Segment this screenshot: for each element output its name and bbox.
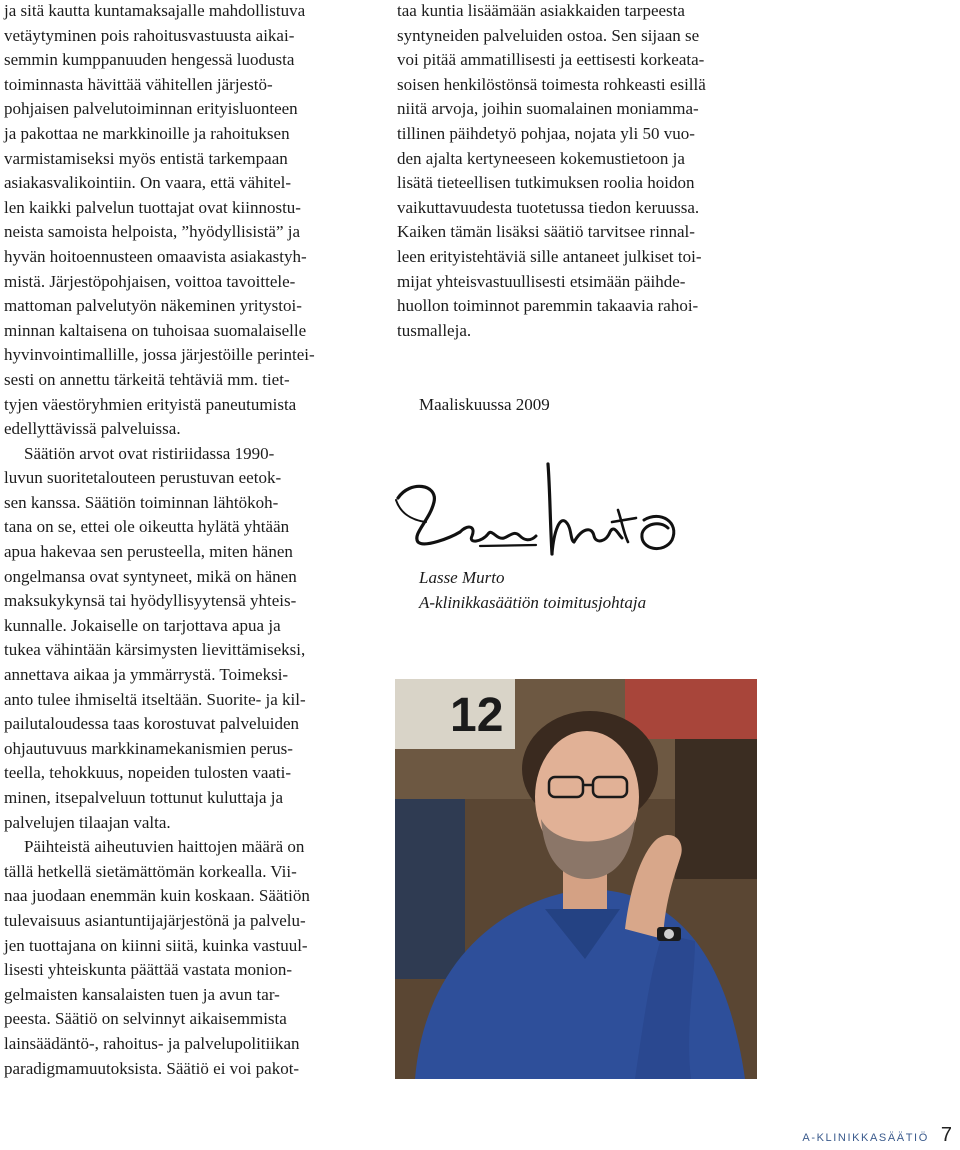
body-line: peesta. Säätiö on selvinnyt aikaisemmista bbox=[4, 1009, 287, 1029]
body-line: neista samoista helpoista, ”hyödyllisistä” ja bbox=[4, 222, 301, 242]
body-line: gelmaisten kansalaisten tuen ja avun tar- bbox=[4, 984, 280, 1004]
body-line: tusmalleja. bbox=[397, 320, 472, 340]
body-line: pohjaisen palvelutoiminnan erityisluonteen bbox=[4, 99, 298, 119]
body-line: minen, itsepalveluun tottunut kuluttaja ja bbox=[4, 788, 284, 807]
handwritten-signature bbox=[360, 450, 690, 570]
body-line: ohjautuvuus markkinamekanismien perus- bbox=[4, 738, 293, 758]
body-line: soisen henkilöstönsä toimesta rohkeasti esillä bbox=[397, 74, 706, 94]
body-line: tulevaisuus asiantuntijajärjestönä ja palvelu- bbox=[4, 910, 306, 930]
body-line: Kaiken tämän lisäksi säätiö tarvitsee rinnal- bbox=[397, 222, 695, 242]
body-line: toiminnasta hävittää vähitellen järjestö- bbox=[4, 74, 273, 94]
body-line: taa kuntia lisäämään asiakkaiden tarpeesta bbox=[397, 1, 685, 20]
right-text-column bbox=[397, 0, 759, 343]
body-line: annettava aikaa ja ymmärrystä. Toimeksi- bbox=[4, 665, 289, 685]
portrait-photo bbox=[395, 679, 757, 1079]
body-line: naa juodaan enemmän kuin koskaan. Säätiön bbox=[4, 886, 310, 906]
body-line: sen kanssa. Säätiön toiminnan lähtökoh- bbox=[4, 492, 279, 512]
body-line: luvun suoritetalouteen perustuvan eetok- bbox=[4, 468, 282, 488]
body-line: voi pitää ammatillisesti ja eettisesti korkeata- bbox=[397, 50, 705, 70]
body-line: leen erityistehtäviä sille antaneet julkiset toi- bbox=[397, 246, 702, 266]
page-footer bbox=[802, 1124, 952, 1147]
body-line: palvelujen tilaajan valta. bbox=[4, 812, 171, 832]
body-line: anto tulee ihmiseltä itseltään. Suorite- ja kil- bbox=[4, 689, 306, 709]
body-line: ja pakottaa ne markkinoille ja rahoituksen bbox=[4, 123, 290, 143]
poster-number: 12 bbox=[450, 689, 504, 742]
body-line: mijat yhteisvastuullisesti etsimään päihde- bbox=[397, 271, 686, 291]
body-line: teella, tehokkuus, nopeiden tulosten vaati- bbox=[4, 763, 292, 783]
paragraph-start-line: Säätiön arvot ovat ristiriidassa 1990- bbox=[24, 443, 275, 463]
body-line: semmin kumppanuuden hengessä luodusta bbox=[4, 50, 295, 70]
body-line: tällä hetkellä sietämättömän korkealla. Vii- bbox=[4, 861, 297, 881]
portrait-illustration bbox=[395, 679, 757, 1079]
body-line: syntyneiden palveluiden ostoa. Sen sijaan se bbox=[397, 25, 700, 45]
body-line: kunnalle. Jokaiselle on tarjottava apua ja bbox=[4, 615, 281, 635]
body-line: apua hakevaa sen perusteella, miten hänen bbox=[4, 542, 293, 562]
body-line: len kaikki palvelun tuottajat ovat kiinnostu- bbox=[4, 197, 301, 217]
signer-name: Lasse Murto bbox=[419, 568, 505, 587]
body-line: huollon toiminnot paremmin takaavia rahoi- bbox=[397, 296, 699, 316]
body-line: hyvän hoitoennusteen omaavista asiakastyh- bbox=[4, 246, 307, 266]
body-line: ja sitä kautta kuntamaksajalle mahdollistuva bbox=[4, 1, 306, 20]
body-line: lisätä tieteellisen tutkimuksen roolia hoidon bbox=[397, 173, 695, 193]
body-line: lisesti yhteiskunta päättää vastata monion- bbox=[4, 960, 292, 980]
body-line: maksukykynsä tai hyödyllisyytensä yhteis- bbox=[4, 591, 297, 611]
body-line: lainsäädäntö-, rahoitus- ja palvelupolitiikan bbox=[4, 1033, 300, 1053]
body-line: sesti on annettu tärkeitä tehtäviä mm. tiet- bbox=[4, 369, 290, 389]
footer-brand: A-KLINIKKASÄÄTIÖ bbox=[802, 1132, 929, 1144]
body-line: varmistamiseksi myös entistä tarkempaan bbox=[4, 148, 288, 168]
body-line: mattoman palvelutyön näkeminen yritystoi- bbox=[4, 296, 302, 316]
body-line: mistä. Järjestöpohjaisen, voittoa tavoittele- bbox=[4, 271, 296, 291]
body-line: tillinen päihdetyö pohjaa, nojata yli 50 vuo- bbox=[397, 123, 695, 143]
signer-title: A-klinikkasäätiön toimitusjohtaja bbox=[419, 593, 647, 612]
body-line: hyvinvointimallille, jossa järjestöille perintei- bbox=[4, 345, 315, 365]
body-line: pailutaloudessa taas korostuvat palveluiden bbox=[4, 714, 300, 734]
body-line: vetäytyminen pois rahoitusvastuusta aikai- bbox=[4, 25, 295, 45]
body-line: den ajalta kertyneeseen kokemustietoon ja bbox=[397, 148, 685, 168]
paragraph-start-line: Päihteistä aiheutuvien haittojen määrä on bbox=[24, 837, 305, 857]
signature-drawing bbox=[360, 450, 690, 570]
closing-date: Maaliskuussa 2009 bbox=[419, 395, 550, 414]
body-line: minnan kaltaisena on tuhoisaa suomalaiselle bbox=[4, 320, 307, 340]
body-line: asiakasvalikointiin. On vaara, että vähitel- bbox=[4, 173, 292, 193]
body-line: jen tuottajana on kiinni siitä, kuinka vastuul- bbox=[4, 935, 308, 955]
body-line: tana on se, ettei ole oikeutta hylätä yhtään bbox=[4, 517, 290, 537]
body-line: tukea vähintään kärsimysten lievittämiseksi, bbox=[4, 640, 306, 660]
body-line: vaikuttavuudesta tuotetussa tiedon keruussa. bbox=[397, 197, 700, 217]
body-line: paradigmamuutoksista. Säätiö ei voi pakot- bbox=[4, 1058, 300, 1078]
body-line: ongelmansa ovat syntyneet, mikä on hänen bbox=[4, 566, 297, 586]
body-line: edellyttävissä palveluissa. bbox=[4, 419, 181, 439]
body-line: tyjen väestöryhmien erityistä paneutumista bbox=[4, 394, 297, 414]
left-text-column bbox=[4, 0, 364, 1081]
body-line: niitä arvoja, joihin suomalainen moniamma- bbox=[397, 99, 699, 119]
page-number: 7 bbox=[940, 1124, 952, 1146]
